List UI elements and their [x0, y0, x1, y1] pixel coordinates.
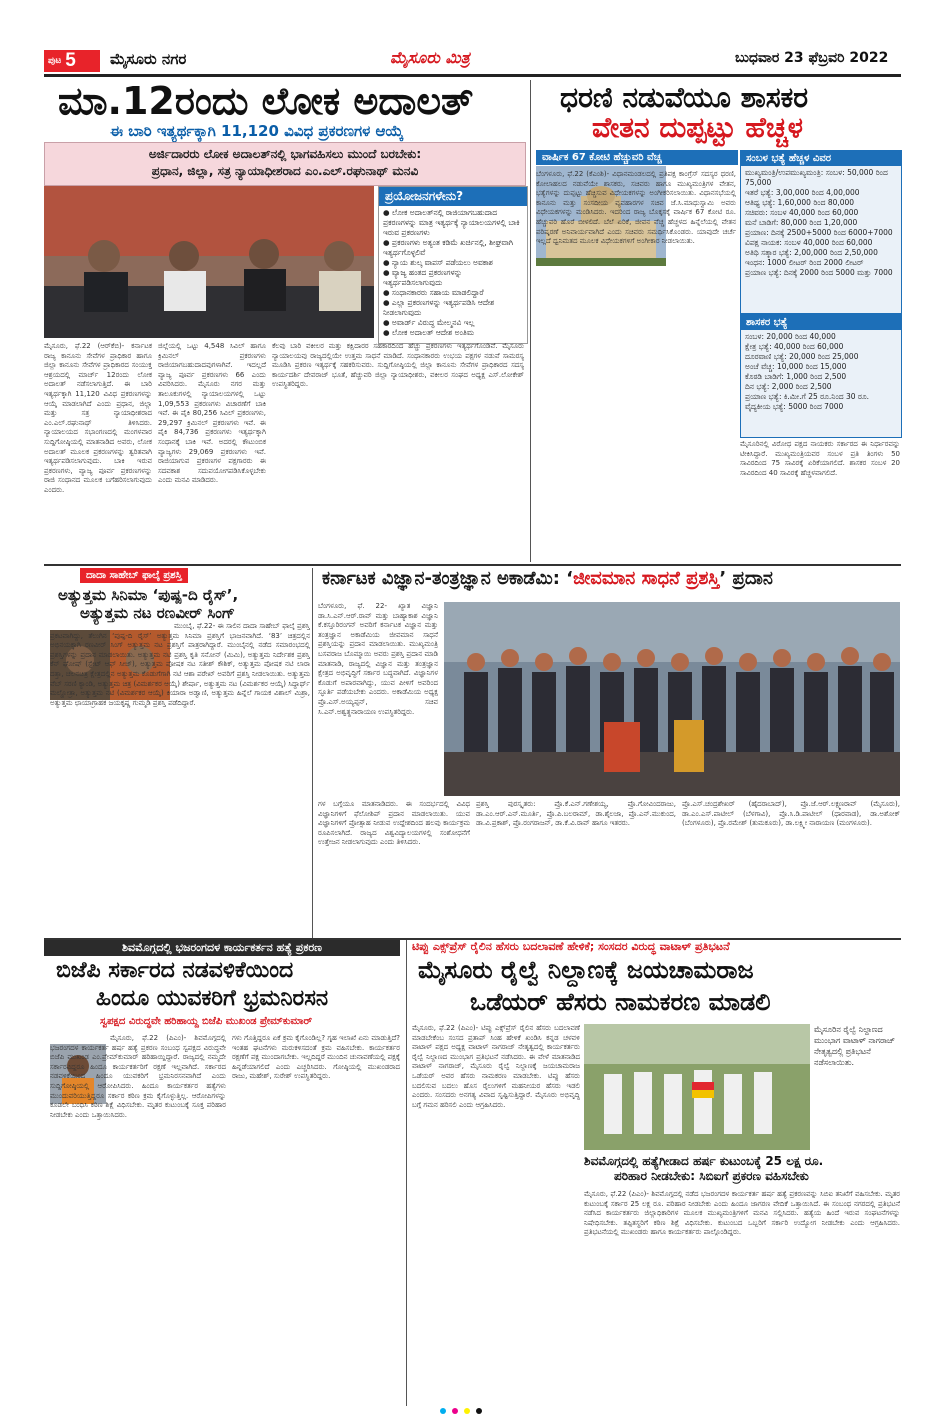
salary-line: ಪ್ರಯಾಣ: ದಿನಕ್ಕೆ 2500+5000 ರಿಂದ 6000+7000 [745, 228, 893, 237]
story1-photo [44, 186, 374, 338]
column-divider [530, 80, 531, 562]
salary-line: ಪ್ರಯಾಣ ಭತ್ಯೆ: ದಿನಕ್ಕೆ 2000 ರಿಂದ 5000 ಮತ್ತು 7000 [745, 268, 893, 277]
yellow-mark [464, 1408, 470, 1414]
story4-group-photo [444, 602, 900, 796]
mla-allowance-line: ಪ್ರಯಾಣ ಭತ್ಯೆ: ಕಿ.ಮೀ.ಗೆ 25 ರೂ.ನಿಂದ 30 ರೂ. [745, 392, 870, 401]
story2-salary-box [740, 150, 902, 314]
benefit-item: ● ಸಂಧಾನಕಾರರು ಸಹಾಯ ಮಾಡಲಿದ್ದಾರೆ [383, 288, 484, 297]
story6-body-cont [412, 1148, 580, 1258]
black-mark [476, 1408, 482, 1414]
mla-allowance-line: ಸಂಬಳ: 20,000 ರಿಂದ 40,000 [745, 332, 836, 341]
story4-body-c3: ಪ್ರೊ.ಎಸ್.ಚಂದ್ರಶೇಖರ್ (ಹೈದರಾಬಾದ್), ಪ್ರೊ.ಜೆ.ಆರ್.ಲಕ್ಷ್ಮಣರಾವ್ (ಮೈಸೂರು), ಡಾ.ಎಂ.ಎಸ್.ಪಾಟೀಲ್ (ಬೆಳಗಾವಿ), ಪ್ರೊ.ಸಿ.ಡಿ.ಪಾಟೀಲ್ (ಧಾರವಾಡ), ಡಾ.ಅಶೋಕ್ (ಬೆಂಗಳೂರು), ಪ್ರೊ.ರಮೇಶ್ (ತುಮಕೂರು), ಡಾ.ಲಕ್ಷ್ಮೀ ನಾರಾಯಣ (ಮಂಗಳೂರು). [682, 800, 900, 828]
story1-benefits-list [379, 206, 527, 340]
salary-line: ಆತಿಥ್ಯ ಭತ್ಯೆ: 1,60,000 ರಿಂದ 80,000 [745, 198, 855, 207]
story1-banner-line1: ಅರ್ಜಿದಾರರು ಲೋಕ ಅದಾಲತ್‌ನಲ್ಲಿ ಭಾಗವಹಿಸಲು ಮುಂದೆ ಬರಬೇಕು: [148, 147, 422, 161]
story2-mla-box [740, 314, 902, 438]
story2-body-right: ಮೈಸೂರಿನಲ್ಲಿ ವಿರೋಧ ಪಕ್ಷದ ನಾಯಕರು ಸರ್ಕಾರದ ಈ ನಿರ್ಧಾರವನ್ನು ಟೀಕಿಸಿದ್ದಾರೆ. ಮುಖ್ಯಮಂತ್ರಿಯವರ ಸಂಬಳ ಪ್ರತಿ ತಿಂಗಳು 50 ಸಾವಿರದಿಂದ 75 ಸಾವಿರಕ್ಕೆ ಏರಿಕೆಯಾಗಲಿದೆ. ಶಾಸಕರ ಸಂಬಳ 20 ಸಾವಿರದಿಂದ 40 ಸಾವಿರಕ್ಕೆ ಹೆಚ್ಚಳವಾಗಲಿದೆ. [740, 440, 900, 477]
mla-allowance-line: ಕ್ಷೇತ್ರ ಭತ್ಯೆ: 40,000 ರಿಂದ 60,000 [745, 342, 844, 351]
protest-photo-caption: ಮೈಸೂರಿನ ರೈಲ್ವೆ ನಿಲ್ದಾಣದ ಮುಂಭಾಗ ವಾಟಾಳ್ ನಾಗರಾಜ್ ನೇತೃತ್ವದಲ್ಲಿ ಪ್ರತಿಭಟನೆ ನಡೆಸಲಾಯಿತು. [814, 1025, 895, 1067]
protest-photo [584, 1024, 810, 1150]
story2-headline-line2: ವೇತನ ದುಪ್ಪಟ್ಟು ಹೆಚ್ಚಳ [592, 111, 803, 144]
story1-benefits-title: ಪ್ರಯೋಜನಗಳೇನು? [379, 187, 527, 206]
railway-protest-image [584, 1024, 810, 1150]
mla-allowance-line: ದಿನ ಭತ್ಯೆ: 2,000 ರಿಂದ 2,500 [745, 382, 832, 391]
story6-kicker: ಟಿಪ್ಪು ಎಕ್ಸ್‌ಪ್ರೆಸ್ ರೈಲಿನ ಹೆಸರು ಬದಲಾವಣೆ ಹೇಳಿಕೆ; ಸಂಸದರ ವಿರುದ್ಧ ವಾಟಾಳ್ ಪ್ರತಿಭಟನೆ [412, 940, 730, 953]
story5-subhead: ಸ್ವಪಕ್ಷದ ವಿರುದ್ಧವೇ ಹರಿಹಾಯ್ದ ಬಿಜೆಪಿ ಮುಖಂಡ ಪ್ರೇಮ್‌ಕುಮಾರ್ [100, 1016, 313, 1027]
story4-headline-red: ಜೀವಮಾನ ಸಾಧನೆ ಪ್ರಶಸ್ತಿ [573, 568, 720, 589]
column-divider [406, 940, 407, 1406]
page-number: 5 [65, 50, 76, 71]
story7-body: ಮೈಸೂರು, ಫೆ.22 (ಪಿಎಂ)- ಶಿವಮೊಗ್ಗದಲ್ಲಿ ನಡೆದ ಭಜರಂಗದಳ ಕಾರ್ಯಕರ್ತ ಹರ್ಷ ಹತ್ಯೆ ಪ್ರಕರಣವನ್ನು ಸಿಬಿಐ ತನಿಖೆಗೆ ವಹಿಸಬೇಕು. ಮೃತರ ಕುಟುಂಬಕ್ಕೆ ಸರ್ಕಾರ 25 ಲಕ್ಷ ರೂ. ಪರಿಹಾರ ನೀಡಬೇಕು ಎಂದು ಹಿಂದೂ ಜಾಗರಣ ವೇದಿಕೆ ಒತ್ತಾಯಿಸಿದೆ. ಈ ಸಂಬಂಧ ನಗರದಲ್ಲಿ ಪ್ರತಿಭಟನೆ ನಡೆಸಿದ ಕಾರ್ಯಕರ್ತರು ಜಿಲ್ಲಾಧಿಕಾರಿಗಳ ಮೂಲಕ ಮುಖ್ಯಮಂತ್ರಿಗಳಿಗೆ ಮನವಿ ಸಲ್ಲಿಸಿದರು. ಹತ್ಯೆಯ ಹಿಂದೆ ಇರುವ ಸಂಘಟನೆಗಳನ್ನು ನಿಷೇಧಿಸಬೇಕು. ತಪ್ಪಿತಸ್ಥರಿಗೆ ಕಠಿಣ ಶಿಕ್ಷೆ ವಿಧಿಸಬೇಕು. ಕುಟುಂಬದ ಒಬ್ಬರಿಗೆ ಸರ್ಕಾರಿ ಉದ್ಯೋಗ ನೀಡಬೇಕು ಎಂದು ಆಗ್ರಹಿಸಿದರು. ಪ್ರತಿಭಟನೆಯಲ್ಲಿ ಮುಖಂಡರು ಹಾಗೂ ಕಾರ್ಯಕರ್ತರು ಪಾಲ್ಗೊಂಡಿದ್ದರು. [584, 1190, 900, 1237]
mla-box-list [741, 330, 901, 414]
story5-body-left: ಮೈಸೂರು, ಫೆ.22 (ಪಿಎಂ)- ಶಿವಮೊಗ್ಗದಲ್ಲಿ ಭಜರಂಗದಳ ಕಾರ್ಯಕರ್ತ ಹರ್ಷ ಹತ್ಯೆ ಪ್ರಕರಣ ಸಂಬಂಧ ಸ್ವಪಕ್ಷದ ವಿರುದ್ಧವೇ ಬಿಜೆಪಿ ಮುಖಂಡ ಎಂ.ಪ್ರೇಮ್‌ಕುಮಾರ್ ಹರಿಹಾಯ್ದಿದ್ದಾರೆ. ರಾಜ್ಯದಲ್ಲಿ ನಮ್ಮದೇ ಸರ್ಕಾರವಿದ್ದರೂ ಹಿಂದೂ ಕಾರ್ಯಕರ್ತರಿಗೆ ರಕ್ಷಣೆ ಇಲ್ಲವಾಗಿದೆ. ಸರ್ಕಾರದ ನಡವಳಿಕೆಯಿಂದ ಹಿಂದೂ ಯುವಕರಿಗೆ ಭ್ರಮನಿರಸನವಾಗಿದೆ ಎಂದು ಸುದ್ದಿಗೋಷ್ಠಿಯಲ್ಲಿ ಆರೋಪಿಸಿದರು. ಹಿಂದೂ ಕಾರ್ಯಕರ್ತರ ಹತ್ಯೆಗಳು ಮುಂದುವರಿಯುತ್ತಿದ್ದರೂ ಸರ್ಕಾರ ಕಠಿಣ ಕ್ರಮ ಕೈಗೊಳ್ಳುತ್ತಿಲ್ಲ. ಆರೋಪಿಗಳನ್ನು ಕೂಡಲೇ ಬಂಧಿಸಿ ಕಠಿಣ ಶಿಕ್ಷೆ ವಿಧಿಸಬೇಕು. ಮೃತರ ಕುಟುಂಬಕ್ಕೆ ಸೂಕ್ತ ಪರಿಹಾರ ನೀಡಬೇಕು ಎಂದು ಒತ್ತಾಯಿಸಿದರು. [50, 1034, 226, 1119]
header-divider [44, 74, 901, 77]
story4-body-c1: ಗಳ ಬಗ್ಗೆಯೂ ಮಾತನಾಡಿದರು. ಈ ಸಂದರ್ಭದಲ್ಲಿ ವಿವಿಧ ವಿಜ್ಞಾನಿಗಳಿಗೆ ಫೆಲೋಶಿಪ್ ಪ್ರದಾನ ಮಾಡಲಾಯಿತು. ಯುವ ವಿಜ್ಞಾನಿಗಳಿಗೆ ಪ್ರೋತ್ಸಾಹ ನೀಡುವ ಉದ್ದೇಶದಿಂದ ಹಲವು ಕಾರ್ಯಕ್ರಮ ರೂಪಿಸಲಾಗಿದೆ. ರಾಜ್ಯದ ವಿಶ್ವವಿದ್ಯಾಲಯಗಳಲ್ಲಿ ಸಂಶೋಧನೆಗೆ ಉತ್ತೇಜನ ನೀಡಲಾಗುವುದು ಎಂದು ತಿಳಿಸಿದರು. [318, 800, 470, 847]
benefit-item: ● ನ್ಯಾಯ ಶುಲ್ಕ ವಾಪಸ್ ಪಡೆಯಲು ಅವಕಾಶ [383, 258, 493, 267]
mla-allowance-line: ಅಂಚೆ ವೆಚ್ಚ: 10,000 ರಿಂದ 15,000 [745, 362, 847, 371]
story3-tag: ದಾದಾ ಸಾಹೇಬ್ ಫಾಲ್ಕೆ ಪ್ರಶಸ್ತಿ [80, 568, 188, 583]
story1-subhead: ಈ ಬಾರಿ ಇತ್ಯರ್ಥಕ್ಕಾಗಿ 11,120 ವಿವಿಧ ಪ್ರಕರಣಗಳ ಆಯ್ಕೆ [110, 122, 404, 140]
salary-line: ಮನೆ ಬಾಡಿಗೆ: 80,000 ರಿಂದ 1,20,000 [745, 218, 858, 227]
story6-headline-line2: ಒಡೆಯರ್ ಹೆಸರು ನಾಮಕರಣ ಮಾಡಲಿ [470, 988, 771, 1016]
benefit-item: ● ಲೋಕ ಅದಾಲತ್ ಆದೇಶ ಅಂತಿಮ [383, 328, 474, 337]
story5-headline-line2: ಹಿಂದೂ ಯುವಕರಿಗೆ ಭ್ರಮನಿರಸನ [96, 986, 329, 1011]
benefit-item: ● ಲೋಕ ಅದಾಲತ್‌ನಲ್ಲಿ ರಾಜಿಯಾಗಬಹುದಾದ ಪ್ರಕರಣಗಳನ್ನು ಮಾತ್ರ ಇತ್ಯರ್ಥಕ್ಕೆ ನ್ಯಾಯಾಲಯಗಳಲ್ಲಿ ಬಾಕಿ ಇರುವ ಪ್ರಕರಣಗಳು [383, 208, 520, 237]
magenta-mark [452, 1408, 458, 1414]
story7-headline-line1: ಶಿವಮೊಗ್ಗದಲ್ಲಿ ಹತ್ಯೆಗೀಡಾದ ಹರ್ಷ ಕುಟುಂಬಕ್ಕೆ 25 ಲಕ್ಷ ರೂ. [584, 1154, 824, 1168]
registration-marks [440, 1408, 482, 1414]
salary-line: ಮುಖ್ಯಮಂತ್ರಿ/ಉಪಮುಖ್ಯಮಂತ್ರಿ: ಸಂಬಳ: 50,000 ರಿಂದ 75,000 [745, 168, 888, 187]
story4-headline [322, 568, 900, 600]
salary-line: ಸಚಿವರು: ಸಂಬಳ 40,000 ರಿಂದ 60,000 [745, 208, 859, 217]
salary-box-title: ಸಂಬಳ ಭತ್ಯೆ ಹೆಚ್ಚಳ ವಿವರ [741, 151, 901, 166]
story6-headline-line1: ಮೈಸೂರು ರೈಲ್ವೆ ನಿಲ್ದಾಣಕ್ಕೆ ಜಯಚಾಮರಾಜ [418, 956, 754, 984]
story4-headline-suffix: ’ ಪ್ರದಾನ [719, 568, 773, 589]
mla-allowance-line: ದೂರವಾಣಿ ಭತ್ಯೆ: 20,000 ರಿಂದ 25,000 [745, 352, 859, 361]
story5-headline-line1: ಬಿಜೆಪಿ ಸರ್ಕಾರದ ನಡವಳಿಕೆಯಿಂದ [56, 958, 294, 983]
story1-headline: ಮಾ.12ರಂದು ಲೋಕ ಅದಾಲತ್ [58, 79, 474, 123]
salary-line: ಇತರೆ ಭತ್ಯೆ: 3,00,000 ರಿಂದ 4,00,000 [745, 188, 860, 197]
page-label: ಪುಟ [48, 56, 62, 66]
benefit-item: ● ಪ್ರಕರಣಗಳು ಅತ್ಯಂತ ಕಡಿಮೆ ಖರ್ಚಿನಲ್ಲಿ, ಶೀಘ್ರವಾಗಿ ಇತ್ಯರ್ಥಗೊಳ್ಳಲಿವೆ [383, 238, 513, 257]
story2-headline-line1: ಧರಣಿ ನಡುವೆಯೂ ಶಾಸಕರ [560, 81, 809, 114]
column-divider [312, 568, 313, 938]
benefit-item: ● ಎಲ್ಲಾ ಪ್ರಕರಣಗಳನ್ನು ಇತ್ಯರ್ಥಪಡಿಸಿ ಆದೇಶ ನೀಡಲಾಗುವುದು [383, 298, 495, 317]
story7-headline [584, 1154, 900, 1186]
cyan-mark [440, 1408, 446, 1414]
story3-body: ಮುಂಬೈ, ಫೆ.22- ಈ ಸಾಲಿನ ದಾದಾ ಸಾಹೇಬ್ ಫಾಲ್ಕೆ ಪ್ರಶಸ್ತಿ ಪ್ರಕಟವಾಗಿದ್ದು, ತೆಲುಗಿನ ‘ಪುಷ್ಪ-ದಿ ರೈಸ್’ ಅತ್ಯುತ್ತಮ ಸಿನಿಮಾ ಪ್ರಶಸ್ತಿಗೆ ಭಾಜನವಾಗಿದೆ. ‘83’ ಚಿತ್ರದಲ್ಲಿನ ಅಭಿನಯಕ್ಕಾಗಿ ರಣವೀರ್ ಸಿಂಗ್ ಅತ್ಯುತ್ತಮ ನಟ ಪ್ರಶಸ್ತಿಗೆ ಪಾತ್ರರಾಗಿದ್ದಾರೆ. ಮುಂಬೈನಲ್ಲಿ ನಡೆದ ಸಮಾರಂಭದಲ್ಲಿ ಪ್ರಶಸ್ತಿಗಳನ್ನು ಪ್ರದಾನ ಮಾಡಲಾಯಿತು. ಅತ್ಯುತ್ತಮ ನಟಿ ಪ್ರಶಸ್ತಿ ಕೃತಿ ಸನೋನ್ (ಮಿಮಿ), ಅತ್ಯುತ್ತಮ ನಿರ್ದೇಶಕ ಪ್ರಶಸ್ತಿ ಕೆನ್ ಘೋಷ್ (ಸ್ಟೇಟ್ ಆಫ್ ಸೀಜ್), ಅತ್ಯುತ್ತಮ ಪೋಷಕ ನಟ ಸತೀಶ್ ಕೌಶಿಕ್, ಅತ್ಯುತ್ತಮ ಪೋಷಕ ನಟಿ ಲಾರಾ ದತ್ತಾ, ಚಲನಚಿತ್ರ ಕ್ಷೇತ್ರದಲ್ಲಿನ ಅತ್ಯುತ್ತಮ ಕೊಡುಗೆಗಾಗಿ ನಟಿ ಆಶಾ ಪರೇಖ್ ಅವರಿಗೆ ಪ್ರಶಸ್ತಿ ನೀಡಲಾಯಿತು. ಅತ್ಯುತ್ತಮ ವೆಬ್ ಸರಣಿ ಕ್ಯಾಂಡಿ, ಅತ್ಯುತ್ತಮ ಚಿತ್ರ (ವಿಮರ್ಶಕರ ಆಯ್ಕೆ) ಶೇರ್ಷಾ, ಅತ್ಯುತ್ತಮ ನಟ (ವಿಮರ್ಶಕರ ಆಯ್ಕೆ) ಸಿದ್ಧಾರ್ಥ್ ಮಲ್ಹೋತ್ರಾ, ಅತ್ಯುತ್ತಮ ನಟಿ (ವಿಮರ್ಶಕರ ಆಯ್ಕೆ) ಕಿಯಾರಾ ಅಡ್ವಾಣಿ, ಅತ್ಯುತ್ತಮ ಹಿನ್ನೆಲೆ ಗಾಯಕ ವಿಶಾಲ್ ಮಿಶ್ರಾ, ಅತ್ಯುತ್ತಮ ಛಾಯಾಗ್ರಾಹಕ ಜಯಕೃಷ್ಣ ಗುಮ್ಮಡಿ ಪ್ರಶಸ್ತಿ ಪಡೆದಿದ್ದಾರೆ. [50, 622, 310, 707]
award-ceremony-photo [444, 602, 900, 796]
story1-banner [44, 142, 526, 186]
story1-body-left: ಮೈಸೂರು, ಫೆ.22 (ಆರ್‌ಕೆಬಿ)- ಕರ್ನಾಟಕ ರಾಜ್ಯ ಕಾನೂನು ಸೇವೆಗಳ ಪ್ರಾಧಿಕಾರ ಹಾಗೂ ಜಿಲ್ಲಾ ಕಾನೂನು ಸೇವೆಗಳ ಪ್ರಾಧಿಕಾರದ ಸಂಯುಕ್ತ ಆಶ್ರಯದಲ್ಲಿ ಮಾರ್ಚ್ 12ರಂದು ಲೋಕ ಅದಾಲತ್ ನಡೆಸಲಾಗುತ್ತಿದೆ. ಈ ಬಾರಿ ಇತ್ಯರ್ಥಕ್ಕಾಗಿ 11,120 ವಿವಿಧ ಪ್ರಕರಣಗಳನ್ನು ಆಯ್ಕೆ ಮಾಡಲಾಗಿದೆ ಎಂದು ಪ್ರಧಾನ, ಜಿಲ್ಲಾ ಮತ್ತು ಸತ್ರ ನ್ಯಾಯಾಧೀಶರಾದ ಎಂ.ಎಲ್.ರಘುನಾಥ್ ತಿಳಿಸಿದರು. ನ್ಯಾಯಾಲಯದ ಸಭಾಂಗಣದಲ್ಲಿ ಮಂಗಳವಾರ ಸುದ್ದಿಗೋಷ್ಠಿಯಲ್ಲಿ ಮಾತನಾಡಿದ ಅವರು, ಲೋಕ ಅದಾಲತ್ ಮೂಲಕ ಪ್ರಕರಣಗಳನ್ನು ತ್ವರಿತವಾಗಿ ಇತ್ಯರ್ಥಪಡಿಸಲಾಗುವುದು. ಬಾಕಿ ಇರುವ ಪ್ರಕರಣಗಳು, ವ್ಯಾಜ್ಯ ಪೂರ್ವ ಪ್ರಕರಣಗಳನ್ನು ರಾಜಿ ಸಂಧಾನದ ಮೂಲಕ ಬಗೆಹರಿಸಲಾಗುವುದು ಎಂದರು. [44, 342, 152, 494]
benefit-item: ● ವ್ಯಾಜ್ಯ ಹಂತದ ಪ್ರಕರಣಗಳನ್ನು ಇತ್ಯರ್ಥಪಡಿಸಲಾಗುವುದು [383, 268, 463, 287]
salary-line: ಇಂಧನ: 1000 ಲೀಟರ್ ರಿಂದ 2000 ಲೀಟರ್ [745, 258, 864, 267]
mla-allowance-line: ಕೊಠಡಿ ಬಾಡಿಗೆ: 1,000 ರಿಂದ 2,500 [745, 372, 847, 381]
salary-line: ಅತಿಥಿ ಸತ್ಕಾರ ಭತ್ಯೆ: 2,00,000 ರಿಂದ 2,50,000 [745, 248, 878, 257]
story6-body-left: ಮೈಸೂರು, ಫೆ.22 (ಪಿಎಂ)- ಟಿಪ್ಪು ಎಕ್ಸ್‌ಪ್ರೆಸ್ ರೈಲಿನ ಹೆಸರು ಬದಲಾವಣೆ ಮಾಡಬೇಕೆಂಬ ಸಂಸದ ಪ್ರತಾಪ್ ಸಿಂಹ ಹೇಳಿಕೆ ಖಂಡಿಸಿ ಕನ್ನಡ ಚಳವಳಿ ವಾಟಾಳ್ ಪಕ್ಷದ ಅಧ್ಯಕ್ಷ ವಾಟಾಳ್ ನಾಗರಾಜ್ ನೇತೃತ್ವದಲ್ಲಿ ಕಾರ್ಯಕರ್ತರು ರೈಲ್ವೆ ನಿಲ್ದಾಣದ ಮುಂಭಾಗ ಪ್ರತಿಭಟನೆ ನಡೆಸಿದರು. ಈ ವೇಳೆ ಮಾತನಾಡಿದ ವಾಟಾಳ್ ನಾಗರಾಜ್, ಮೈಸೂರು ರೈಲ್ವೆ ನಿಲ್ದಾಣಕ್ಕೆ ಜಯಚಾಮರಾಜ ಒಡೆಯರ್ ಅವರ ಹೆಸರು ನಾಮಕರಣ ಮಾಡಬೇಕು. ಟಿಪ್ಪು ಹೆಸರು ಬದಲಿಸುವ ಬದಲು ಹೊಸ ರೈಲುಗಳಿಗೆ ಮಹನೀಯರ ಹೆಸರು ಇಡಲಿ ಎಂದರು. ಸಂಸದರು ಅನಗತ್ಯ ವಿವಾದ ಸೃಷ್ಟಿಸುತ್ತಿದ್ದಾರೆ. ಮೈಸೂರು ಅಭಿವೃದ್ಧಿ ಬಗ್ಗೆ ಗಮನ ಹರಿಸಲಿ ಎಂದು ಆಗ್ರಹಿಸಿದರು. [412, 1024, 580, 1109]
salary-line: ವಿಪಕ್ಷ ನಾಯಕ: ಸಂಬಳ 40,000 ರಿಂದ 60,000 [745, 238, 873, 247]
story3-headline-line2: ಅತ್ಯುತ್ತಮ ನಟ ರಣವೀರ್ ಸಿಂಗ್ [80, 604, 235, 622]
story7-headline-line2: ಪರಿಹಾರ ನೀಡಬೇಕು: ಸಿಬಿಐಗೆ ಪ್ರಕರಣ ವಹಿಸಬೇಕು [614, 1169, 809, 1183]
story4-body-left: ಬೆಂಗಳೂರು, ಫೆ. 22- ಖ್ಯಾತ ವಿಜ್ಞಾನಿ ಡಾ.ಸಿ.ಎನ್.ಆರ್.ರಾವ್ ಮತ್ತು ಬಾಹ್ಯಾಕಾಶ ವಿಜ್ಞಾನಿ ಕೆ.ಕಸ್ತೂರಿರಂಗನ್ ಅವರಿಗೆ ಕರ್ನಾಟಕ ವಿಜ್ಞಾನ ಮತ್ತು ತಂತ್ರಜ್ಞಾನ ಅಕಾಡೆಮಿಯ ಜೀವಮಾನ ಸಾಧನೆ ಪ್ರಶಸ್ತಿಯನ್ನು ಪ್ರದಾನ ಮಾಡಲಾಯಿತು. ಮುಖ್ಯಮಂತ್ರಿ ಬಸವರಾಜ ಬೊಮ್ಮಾಯಿ ಅವರು ಪ್ರಶಸ್ತಿ ಪ್ರದಾನ ಮಾಡಿ ಮಾತನಾಡಿ, ರಾಜ್ಯದಲ್ಲಿ ವಿಜ್ಞಾನ ಮತ್ತು ತಂತ್ರಜ್ಞಾನ ಕ್ಷೇತ್ರದ ಅಭಿವೃದ್ಧಿಗೆ ಸರ್ಕಾರ ಬದ್ಧವಾಗಿದೆ. ವಿಜ್ಞಾನಿಗಳ ಕೊಡುಗೆ ಅಪಾರವಾಗಿದ್ದು, ಯುವ ಪೀಳಿಗೆ ಅವರಿಂದ ಸ್ಫೂರ್ತಿ ಪಡೆಯಬೇಕು ಎಂದರು. ಅಕಾಡೆಮಿಯ ಅಧ್ಯಕ್ಷ ಪ್ರೊ.ಎಸ್.ಅಯ್ಯಪ್ಪನ್, ಸಚಿವ ಸಿ.ಎನ್.ಅಶ್ವತ್ಥನಾರಾಯಣ ಉಪಸ್ಥಿತರಿದ್ದರು. [318, 602, 438, 716]
masthead-logo: ಮೈಸೂರು ಮಿತ್ರ [390, 48, 470, 67]
story3-headline-line1: ಅತ್ಯುತ್ತಮ ಸಿನಿಮಾ ‘ಪುಷ್ಪ-ದಿ ರೈಸ್’, [58, 586, 239, 604]
section-title: ಮೈಸೂರು ನಗರ [110, 50, 187, 68]
story2-body-main: ಬೆಂಗಳೂರು, ಫೆ.22 (ಕೆಎಂಶಿ)- ವಿಧಾನಮಂಡಲದಲ್ಲಿ ಪ್ರತಿಪಕ್ಷ ಕಾಂಗ್ರೆಸ್ ಸದಸ್ಯರ ಧರಣಿ, ಕೋಲಾಹಲದ ನಡುವೆಯೇ ಶಾಸಕರು, ಸಚಿವರು ಹಾಗೂ ಮುಖ್ಯಮಂತ್ರಿಗಳ ವೇತನ, ಭತ್ಯೆಗಳನ್ನು ದುಪ್ಪಟ್ಟು ಹೆಚ್ಚಿಸುವ ವಿಧೇಯಕಗಳನ್ನು ಅಂಗೀಕರಿಸಲಾಯಿತು. ವಿಧಾನಸಭೆಯಲ್ಲಿ ಕಾನೂನು ಮತ್ತು ಸಂಸದೀಯ ವ್ಯವಹಾರಗಳ ಸಚಿವ ಜೆ.ಸಿ.ಮಾಧುಸ್ವಾಮಿ ಅವರು ವಿಧೇಯಕಗಳನ್ನು ಮಂಡಿಸಿದರು. ಇದರಿಂದ ರಾಜ್ಯ ಬೊಕ್ಕಸಕ್ಕೆ ವಾರ್ಷಿಕ 67 ಕೋಟಿ ರೂ. ಹೆಚ್ಚುವರಿ ಹೊರೆ ಬೀಳಲಿದೆ. ಬೆಲೆ ಏರಿಕೆ, ಜೀವನ ವೆಚ್ಚ ಹೆಚ್ಚಳದ ಹಿನ್ನೆಲೆಯಲ್ಲಿ ವೇತನ ಪರಿಷ್ಕರಣೆ ಅನಿವಾರ್ಯವಾಗಿದೆ ಎಂದು ಸಚಿವರು ಸಮರ್ಥಿಸಿಕೊಂಡರು. ಯಾವುದೇ ಚರ್ಚೆ ಇಲ್ಲದೆ ಧ್ವನಿಮತದ ಮೂಲಕ ವಿಧೇಯಕಗಳಿಗೆ ಅಂಗೀಕಾರ ನೀಡಲಾಯಿತು. [536, 170, 736, 246]
mla-box-title: ಶಾಸಕರ ಭತ್ಯೆ [741, 315, 901, 330]
story2-kicker: ವಾರ್ಷಿಕ 67 ಕೋಟಿ ಹೆಚ್ಚುವರಿ ವೆಚ್ಚ [536, 150, 738, 165]
press-meet-photo [44, 186, 374, 338]
story5-body-mid: ಗಳು ಗೊತ್ತಿದ್ದರೂ ಏಕೆ ಕ್ರಮ ಕೈಗೊಂಡಿಲ್ಲ? ಗೃಹ ಇಲಾಖೆ ಏನು ಮಾಡುತ್ತಿದೆ? ಇಂತಹ ಘಟನೆಗಳು ಮರುಕಳಿಸದಂತೆ ಕ್ರಮ ವಹಿಸಬೇಕು. ಕಾರ್ಯಕರ್ತರ ರಕ್ಷಣೆಗೆ ಪಕ್ಷ ಮುಂದಾಗಬೇಕು. ಇಲ್ಲದಿದ್ದರೆ ಮುಂದಿನ ಚುನಾವಣೆಯಲ್ಲಿ ಪಕ್ಷಕ್ಕೆ ಹಿನ್ನಡೆಯಾಗಲಿದೆ ಎಂದು ಎಚ್ಚರಿಸಿದರು. ಗೋಷ್ಠಿಯಲ್ಲಿ ಮುಖಂಡರಾದ ರಾಜು, ಮಹೇಶ್, ಸುರೇಶ್ ಉಪಸ್ಥಿತರಿದ್ದರು. [232, 1034, 400, 1081]
story1-banner-line2: ಪ್ರಧಾನ, ಜಿಲ್ಲಾ, ಸತ್ರ ನ್ಯಾಯಾಧೀಶರಾದ ಎಂ.ಎಲ್.ರಘುನಾಥ್ ಮನವಿ [151, 164, 419, 178]
page-number-badge [44, 50, 100, 72]
mla-allowance-line: ವೈದ್ಯಕೀಯ ಭತ್ಯೆ: 5000 ರಿಂದ 7000 [745, 402, 844, 411]
row-divider [44, 564, 901, 566]
story1-body-mid: ಜಿಲ್ಲೆಯಲ್ಲಿ ಒಟ್ಟು 4,548 ಸಿವಿಲ್ ಹಾಗೂ ಕ್ರಿಮಿನಲ್ ಪ್ರಕರಣಗಳು ರಾಜಿಯಾಗಬಹುದಾದವುಗಳಾಗಿವೆ. ಇದಲ್ಲದೆ ವ್ಯಾಜ್ಯ ಪೂರ್ವ ಪ್ರಕರಣಗಳು 66 ಎಂದು ವಿವರಿಸಿದರು. ಮೈಸೂರು ನಗರ ಮತ್ತು ತಾಲೂಕುಗಳಲ್ಲಿ ನ್ಯಾಯಾಲಯಗಳಲ್ಲಿ ಒಟ್ಟು 1,09,553 ಪ್ರಕರಣಗಳು ವಿಚಾರಣೆಗೆ ಬಾಕಿ ಇವೆ. ಈ ಪೈಕಿ 80,256 ಸಿವಿಲ್ ಪ್ರಕರಣಗಳು, 29,297 ಕ್ರಿಮಿನಲ್ ಪ್ರಕರಣಗಳು ಇವೆ. ಈ ಪೈಕಿ 84,736 ಪ್ರಕರಣಗಳು ಇತ್ಯರ್ಥಕ್ಕಾಗಿ ಸಂಧಾನಕ್ಕೆ ಬಾಕಿ ಇವೆ. ಅದರಲ್ಲಿ ಕೌಟುಂಬಿಕ ವ್ಯಾಜ್ಯಗಳು 29,069 ಪ್ರಕರಣಗಳು ಇವೆ. ರಾಜಿಯಾಗುವ ಪ್ರಕರಣಗಳ ಪಕ್ಷಗಾರರು ಈ ಸದವಕಾಶ ಸದುಪಯೋಗಪಡಿಸಿಕೊಳ್ಳಬೇಕು ಎಂದು ಮನವಿ ಮಾಡಿದರು. [158, 342, 266, 485]
story1-benefits-box [378, 186, 528, 344]
benefit-item: ● ಅವಾರ್ಡ್ ವಿರುದ್ಧ ಮೇಲ್ಮನವಿ ಇಲ್ಲ [383, 318, 475, 327]
salary-box-list [741, 166, 901, 280]
story1-body-right: ಕೆಲವು ಬಾರಿ ವಕೀಲರ ಮತ್ತು ಕಕ್ಷಿದಾರರ ಸಹಕಾರದಿಂದ ಹೆಚ್ಚು ಪ್ರಕರಣಗಳು ಇತ್ಯರ್ಥಗೊಂಡಿವೆ. ಮೈಸೂರು ನ್ಯಾಯಾಲಯವು ರಾಜ್ಯದಲ್ಲಿಯೇ ಉತ್ತಮ ಸಾಧನೆ ಮಾಡಿದೆ. ಸಂಧಾನಕಾರರು ಉಭಯ ಪಕ್ಷಗಳ ನಡುವೆ ಸಾಮರಸ್ಯ ಮೂಡಿಸಿ ಪ್ರಕರಣ ಇತ್ಯರ್ಥಕ್ಕೆ ಸಹಕರಿಸುವರು. ಸುದ್ದಿಗೋಷ್ಠಿಯಲ್ಲಿ ಜಿಲ್ಲಾ ಕಾನೂನು ಸೇವೆಗಳ ಪ್ರಾಧಿಕಾರದ ಸದಸ್ಯ ಕಾರ್ಯದರ್ಶಿ ದೇವರಾಜ್ ಭೂತೆ, ಹೆಚ್ಚುವರಿ ಜಿಲ್ಲಾ ನ್ಯಾಯಾಧೀಶರು, ವಕೀಲರ ಸಂಘದ ಅಧ್ಯಕ್ಷ ಎಸ್.ಲೋಕೇಶ್ ಉಪಸ್ಥಿತರಿದ್ದರು. [272, 342, 524, 389]
story4-headline-prefix: ಕರ್ನಾಟಕ ವಿಜ್ಞಾನ-ತಂತ್ರಜ್ಞಾನ ಅಕಾಡೆಮಿ: ‘ [322, 568, 573, 589]
story4-body-c2: ಪ್ರಶಸ್ತಿ ಪುರಸ್ಕೃತರು: ಪ್ರೊ.ಕೆ.ಎನ್.ಗಣೇಶಯ್ಯ, ಪ್ರೊ.ಗೋವಿಂದರಾಜು, ಡಾ.ಎಂ.ಆರ್.ಎನ್.ಮೂರ್ತಿ, ಪ್ರೊ.ಪಿ.ಬಲರಾಮ್, ಡಾ.ಶೈಲಜಾ, ಪ್ರೊ.ಎನ್.ಮುಕುಂದ, ಡಾ.ವಿ.ಪ್ರಕಾಶ್, ಪ್ರೊ.ರಂಗರಾಜನ್, ಡಾ.ಕೆ.ವಿ.ರಾವ್ ಹಾಗೂ ಇತರರು. [476, 800, 676, 828]
issue-date: ಬುಧವಾರ 23 ಫೆಬ್ರವರಿ 2022 [735, 50, 889, 66]
story5-kicker: ಶಿವಮೊಗ್ಗದಲ್ಲಿ ಭಜರಂಗದಳ ಕಾರ್ಯಕರ್ತನ ಹತ್ಯೆ ಪ್ರಕರಣ [44, 940, 400, 956]
